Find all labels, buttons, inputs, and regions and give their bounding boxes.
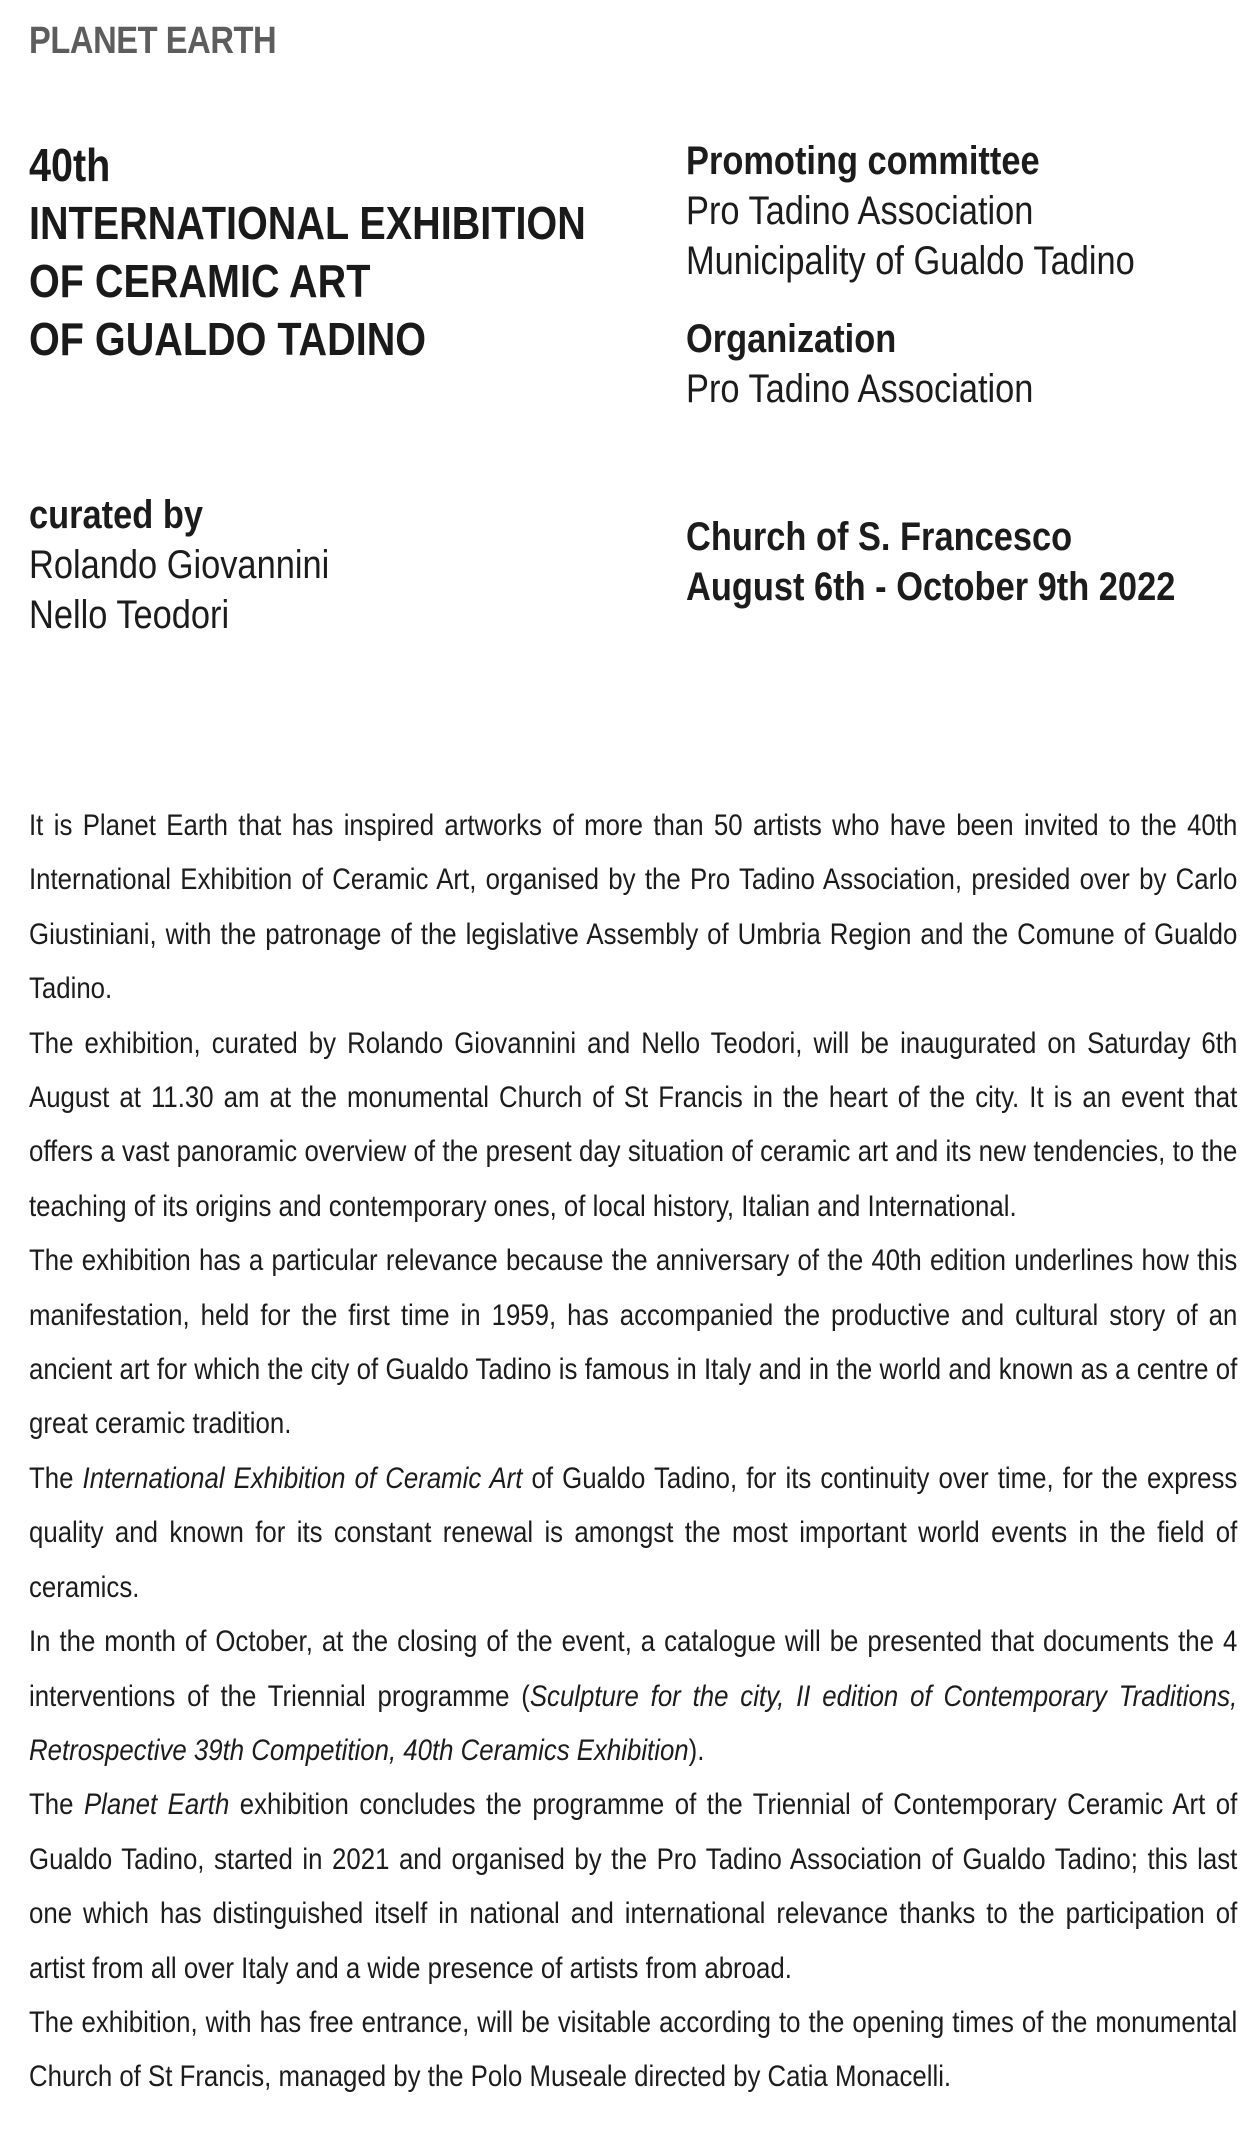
- paragraph-text: exhibition concludes the programme of the Triennial of Contemporary Ceramic Art of Gualdo Tadino, started in 2021 and organised by the Pro Tadino Association of Gualdo Tadino; this last one which has distinguished itself in national and international relevance thanks to the participation of artist from all over Italy and a wide presence of artists from abroad.: [29, 1788, 1238, 1985]
- organization-block: [686, 314, 1257, 414]
- body-text: [29, 799, 1237, 2105]
- planet-earth-italic: Planet Earth: [83, 1788, 230, 1822]
- paragraph-text: The: [29, 1461, 83, 1495]
- curators-block: [29, 490, 631, 640]
- title-line: INTERNATIONAL EXHIBITION: [29, 197, 586, 249]
- venue-place: Church of S. Francesco: [686, 515, 1073, 559]
- body-paragraph: It is Planet Earth that has inspired artworks of more than 50 artists who have been invited to the 40th International Exhibition of Ceramic Art, organised by the Pro Tadino Association, presided over by Carlo Giustiniani, with the patronage of the legislative Assembly of Umbria Region and the Comune of Gualdo Tadino.: [29, 809, 1238, 1006]
- body-paragraph: The exhibition, with has free entrance, will be visitable according to the opening times of the monumental Church of St Francis, managed by the Polo Museale directed by Catia Monacelli.: [29, 2005, 1238, 2094]
- paragraph-text: The: [29, 1788, 84, 1822]
- title-line: 40th: [29, 139, 111, 191]
- body-paragraph: The exhibition has a particular relevance because the anniversary of the 40th edition underlines how this manifestation, held for the first time in 1959, has accompanied the productive and cultural story of an ancient art for which the city of Gualdo Tadino is famous in Italy and in the world and known as a centre of great ceramic tradition.: [29, 1244, 1238, 1441]
- committee-member: Municipality of Gualdo Tadino: [686, 239, 1135, 283]
- committee-heading: Promoting committee: [686, 139, 1040, 183]
- title-line: OF GUALDO TADINO: [29, 313, 427, 365]
- curators-heading: curated by: [29, 493, 203, 537]
- title-line: OF CERAMIC ART: [29, 255, 371, 307]
- page-kicker: PLANET EARTH: [29, 20, 277, 62]
- committee-member: Pro Tadino Association: [686, 189, 1034, 233]
- venue-block: [686, 512, 1257, 612]
- right-column: [686, 136, 1257, 612]
- venue-dates: August 6th - October 9th 2022: [686, 565, 1176, 609]
- organization-heading: Organization: [686, 317, 897, 361]
- body-paragraph: [29, 1778, 1237, 1996]
- exhibition-name-italic: International Exhibition of Ceramic Art: [82, 1461, 523, 1495]
- committee-block: [686, 136, 1257, 286]
- curator-name: Rolando Giovannini: [29, 543, 330, 587]
- paragraph-text: In the month of October, at the closing of the event, a catalogue will be presented that documents the 4 interventions of the Triennial programme (: [29, 1625, 1238, 1713]
- left-column: [29, 136, 631, 640]
- exhibition-title: [29, 136, 631, 368]
- paragraph-text: ).: [688, 1733, 705, 1767]
- body-paragraph: The exhibition, curated by Rolando Giovannini and Nello Teodori, will be inaugurated on Saturday 6th August at 11.30 am at the monumental Church of St Francis in the heart of the city. It is an event that offers a vast panoramic overview of the present day situation of ceramic art and its new tendencies, to the teaching of its origins and contemporary ones, of local history, Italian and International.: [29, 1026, 1238, 1223]
- organization-member: Pro Tadino Association: [686, 367, 1034, 411]
- body-paragraph: [29, 1615, 1237, 1778]
- curator-name: Nello Teodori: [29, 593, 230, 637]
- paragraph-text: of Gualdo Tadino, for its continuity over time, for the express quality and known for its constant renewal is amongst the most important world events in the field of ceramics.: [29, 1461, 1238, 1604]
- programme-list-italic: Sculpture for the city, II edition of Contemporary Traditions, Retrospective 39th Competition, 40th Ceramics Exhibition: [29, 1679, 1238, 1767]
- body-paragraph: [29, 1452, 1237, 1615]
